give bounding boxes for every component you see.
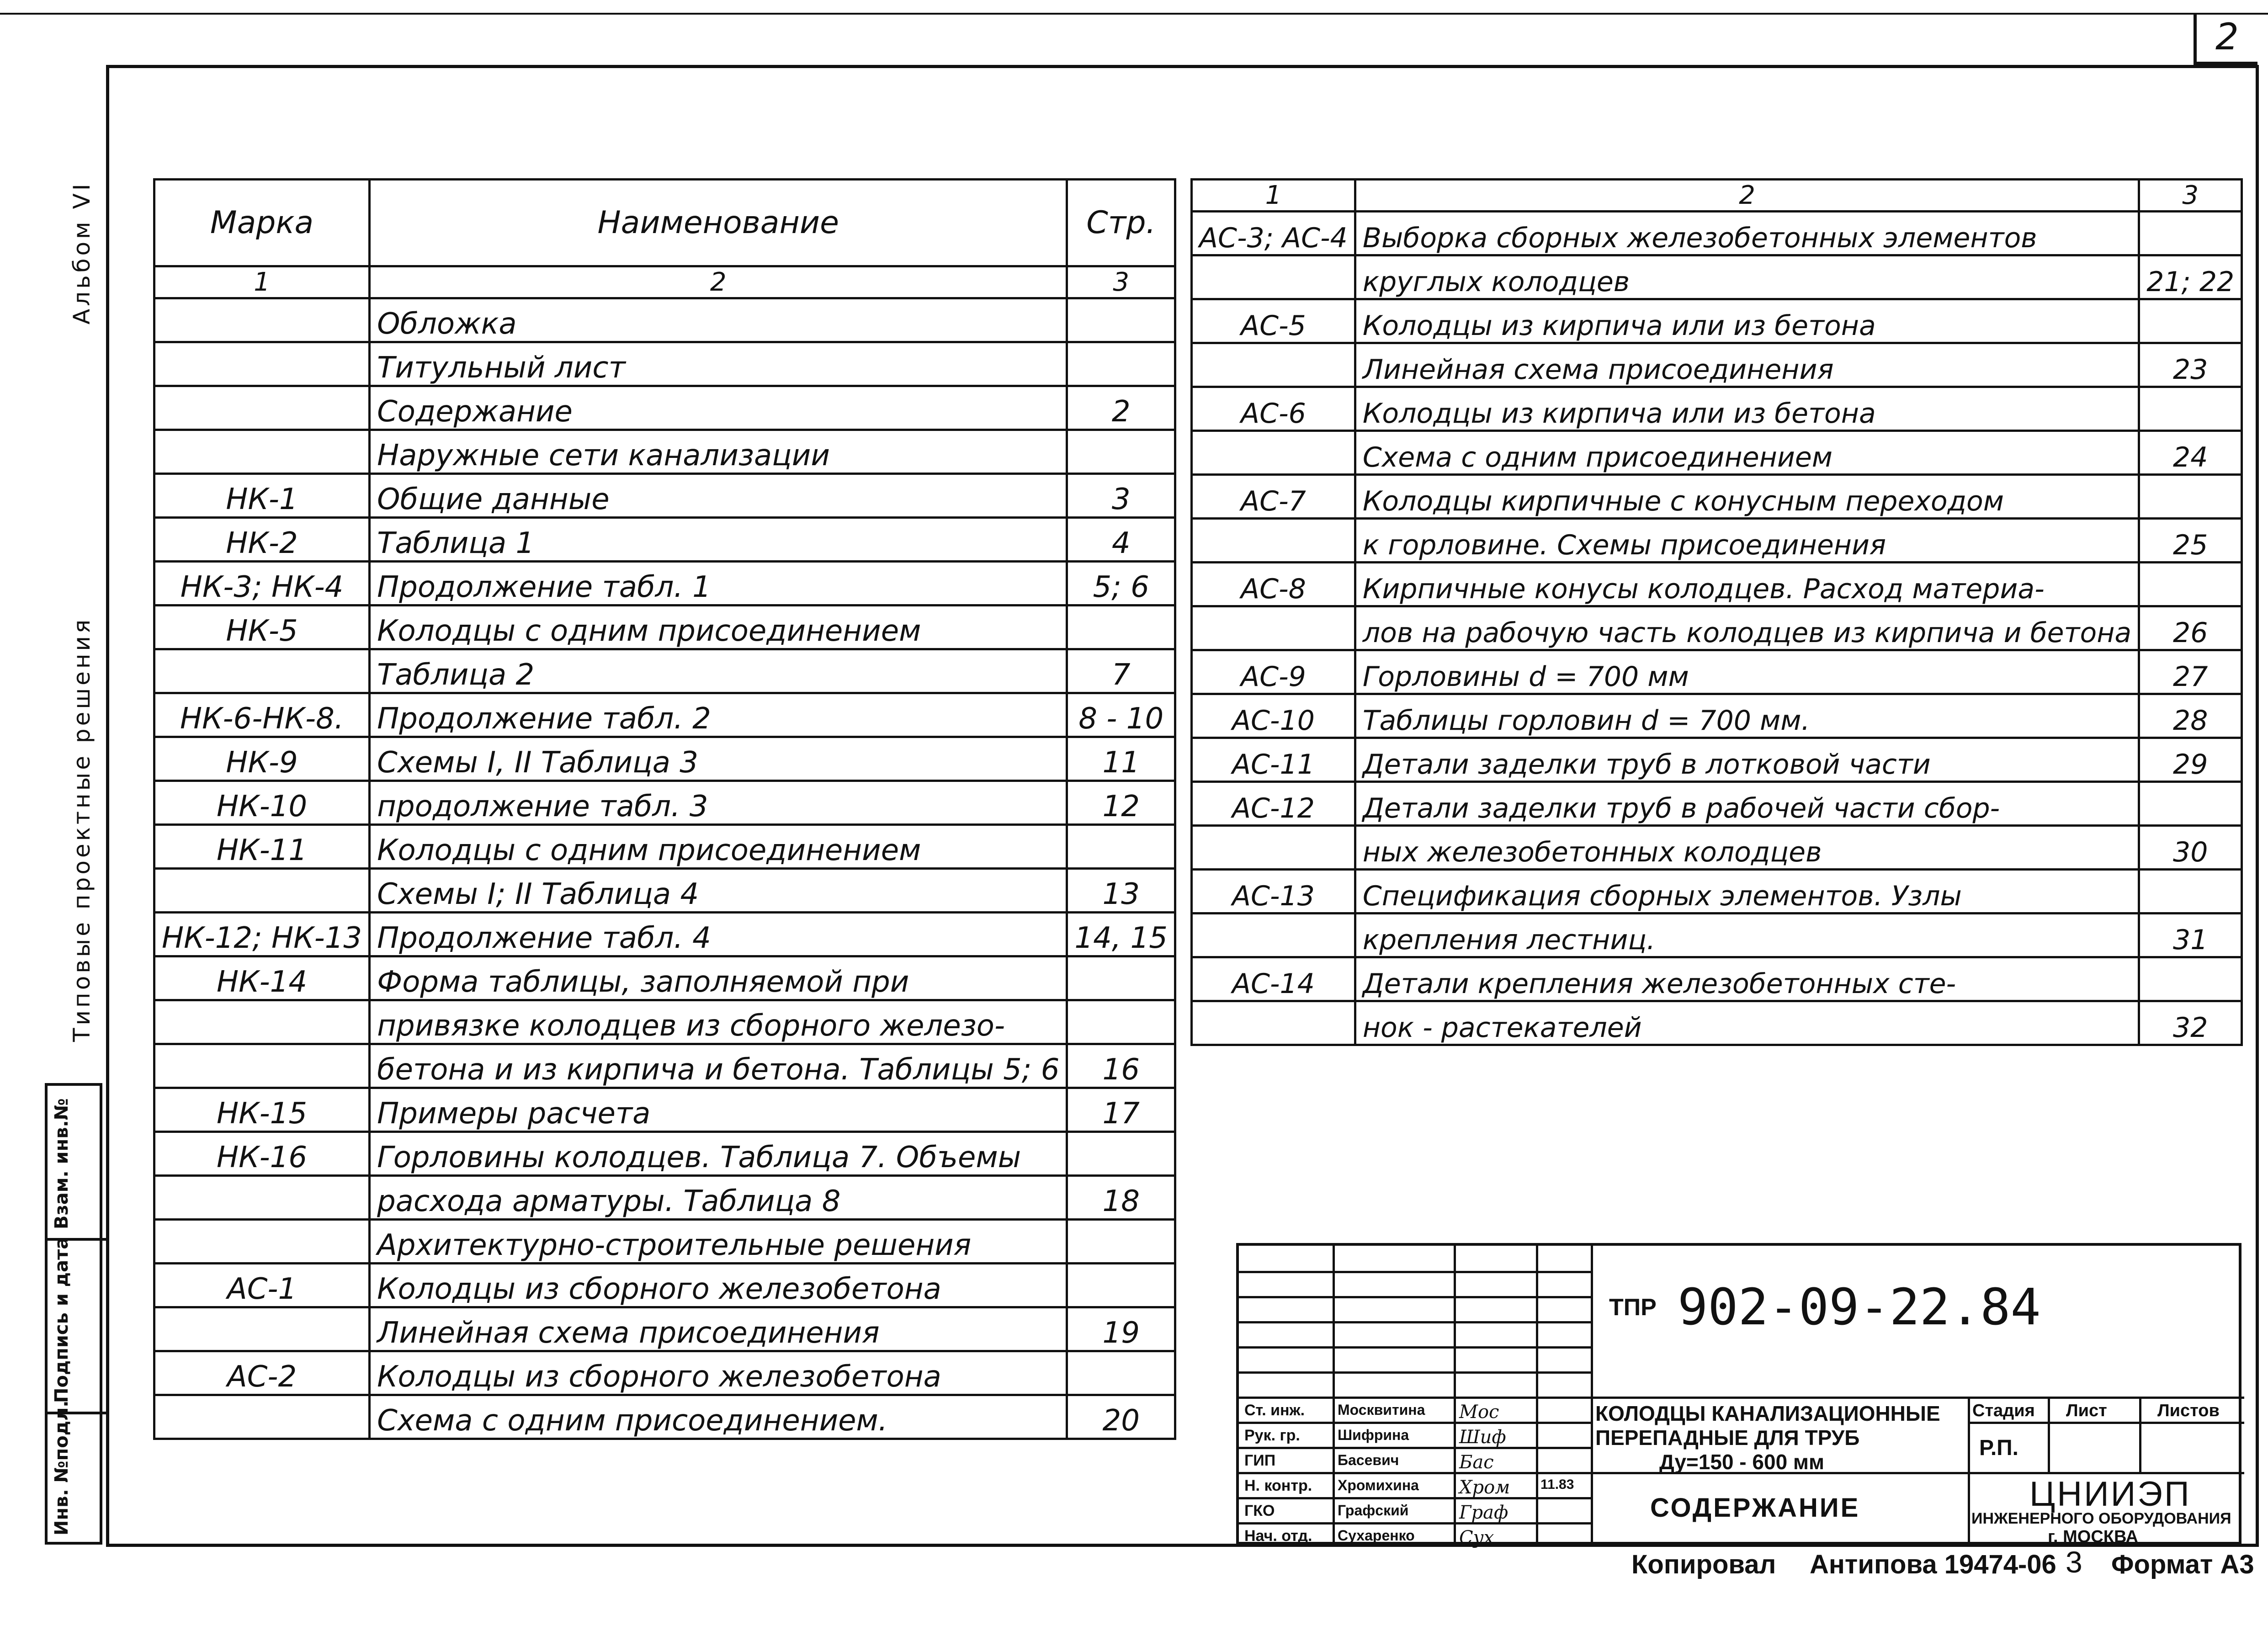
- table-row: [1192, 1001, 2242, 1045]
- copied-label: Копировал: [1631, 1550, 1776, 1579]
- row-mark: АС-3; АС-4: [1192, 212, 1355, 255]
- table-row: [154, 430, 1175, 474]
- row-name: Общие данные: [370, 474, 1067, 518]
- signer-role: Нач. отд.: [1244, 1527, 1312, 1545]
- row-name: Титульный лист: [370, 342, 1067, 386]
- signature-mark: Хром: [1459, 1477, 1510, 1498]
- table-row: [154, 1176, 1175, 1220]
- contents-table-left: [153, 178, 1176, 1440]
- row-name: Детали заделки труб в рабочей части сбор-: [1355, 782, 2139, 826]
- row-mark: [1192, 606, 1355, 650]
- series-label: Типовые проектные решения: [69, 616, 95, 1042]
- row-page: 3: [1067, 474, 1175, 518]
- row-name: Выборка сборных железобетонных элементов: [1355, 212, 2139, 255]
- row-page: 7: [1067, 649, 1175, 693]
- table-row: [154, 342, 1175, 386]
- row-name: Примеры расчета: [370, 1088, 1067, 1132]
- signer-name: Сухаренко: [1338, 1527, 1415, 1544]
- row-page: [1067, 956, 1175, 1000]
- row-name: Детали заделки труб в лотковой части: [1355, 738, 2139, 782]
- row-page: 27: [2139, 650, 2242, 694]
- title-line-1: КОЛОДЦЫ КАНАЛИЗАЦИОННЫЕ: [1595, 1402, 1940, 1425]
- row-name: Таблица 2: [370, 649, 1067, 693]
- row-name: бетона и из кирпича и бетона. Таблицы 5; 6: [370, 1044, 1067, 1088]
- signer-name: Басевич: [1338, 1452, 1399, 1468]
- album-label: Альбом VI: [69, 181, 95, 324]
- signature-mark: Шиф: [1459, 1427, 1506, 1448]
- table-row: [1192, 343, 2242, 387]
- table-row: [154, 869, 1175, 913]
- row-page: 13: [1067, 869, 1175, 913]
- row-page: 29: [2139, 738, 2242, 782]
- table-row: [154, 298, 1175, 342]
- row-page: 21; 22: [2139, 255, 2242, 299]
- row-page: [1067, 1132, 1175, 1176]
- signer-name: Москвитина: [1338, 1402, 1425, 1418]
- copied-by: Антипова 19474-06: [1810, 1550, 2056, 1579]
- contents-table-right: [1190, 178, 2243, 1046]
- sheet-label: Лист: [2066, 1401, 2107, 1420]
- table-row: [1192, 957, 2242, 1001]
- row-page: 17: [1067, 1088, 1175, 1132]
- sheet-title: СОДЕРЖАНИЕ: [1650, 1493, 1860, 1523]
- doc-code: 902-09-22.84: [1678, 1278, 2041, 1336]
- table-row: [154, 386, 1175, 430]
- table-row: [154, 1088, 1175, 1132]
- row-name: Архитектурно-строительные решения: [370, 1220, 1067, 1264]
- table-row: [1192, 738, 2242, 782]
- row-name: Линейная схема присоединения: [370, 1307, 1067, 1351]
- org-name: ЦНИИЭП: [2029, 1475, 2191, 1514]
- row-page: [1067, 430, 1175, 474]
- table-row: [154, 1220, 1175, 1264]
- row-page: 28: [2139, 694, 2242, 738]
- row-name: Схемы I; II Таблица 4: [370, 869, 1067, 913]
- row-mark: НК-14: [154, 956, 370, 1000]
- row-mark: [1192, 519, 1355, 563]
- table-row: [154, 1307, 1175, 1351]
- row-mark: АС-9: [1192, 650, 1355, 694]
- row-mark: [154, 869, 370, 913]
- stage-label: Стадия: [1972, 1401, 2035, 1420]
- table-row: [154, 693, 1175, 737]
- row-mark: НК-9: [154, 737, 370, 781]
- row-name: Форма таблицы, заполняемой при: [370, 956, 1067, 1000]
- row-name: круглых колодцев: [1355, 255, 2139, 299]
- row-page: 11: [1067, 737, 1175, 781]
- row-name: Колодцы с одним присоединением: [370, 825, 1067, 869]
- col-number: 2: [370, 266, 1067, 298]
- row-mark: [154, 649, 370, 693]
- table-row: [154, 1000, 1175, 1044]
- table-row: [154, 1132, 1175, 1176]
- row-page: [2139, 299, 2242, 343]
- table-row: [154, 956, 1175, 1000]
- row-page: 31: [2139, 914, 2242, 957]
- row-name: Содержание: [370, 386, 1067, 430]
- org-sub1: ИНЖЕНЕРНОГО ОБОРУДОВАНИЯ: [1971, 1510, 2231, 1527]
- stage-value: Р.П.: [1979, 1436, 2018, 1460]
- row-page: 32: [2139, 1001, 2242, 1045]
- row-mark: [154, 1307, 370, 1351]
- sheets-label: Листов: [2157, 1401, 2220, 1420]
- row-mark: [154, 1395, 370, 1439]
- table-row: [154, 913, 1175, 956]
- signer-name: Хромихина: [1338, 1477, 1419, 1493]
- row-page: 16: [1067, 1044, 1175, 1088]
- row-page: 26: [2139, 606, 2242, 650]
- table-row: [154, 474, 1175, 518]
- signer-name: Графский: [1338, 1502, 1409, 1519]
- row-name: Горловины колодцев. Таблица 7. Объемы: [370, 1132, 1067, 1176]
- header-name: Наименование: [370, 180, 1067, 266]
- table-row: [1192, 475, 2242, 519]
- stamp-inv-orig: Инв. №подл.: [51, 1400, 72, 1535]
- row-page: 20: [1067, 1395, 1175, 1439]
- table-row: [1192, 431, 2242, 475]
- table-row: [1192, 914, 2242, 957]
- signature-mark: Граф: [1459, 1502, 1508, 1523]
- table-row: [1192, 255, 2242, 299]
- signer-role: Н. контр.: [1244, 1477, 1312, 1494]
- row-name: Таблица 1: [370, 518, 1067, 562]
- signer-role: Рук. гр.: [1244, 1427, 1300, 1444]
- row-mark: АС-7: [1192, 475, 1355, 519]
- top-border-line: [0, 13, 2268, 15]
- table-row: [1192, 870, 2242, 914]
- row-name: Схемы I, II Таблица 3: [370, 737, 1067, 781]
- row-name: Продолжение табл. 2: [370, 693, 1067, 737]
- row-mark: АС-11: [1192, 738, 1355, 782]
- row-mark: НК-16: [154, 1132, 370, 1176]
- row-mark: АС-14: [1192, 957, 1355, 1001]
- row-name: Спецификация сборных элементов. Узлы: [1355, 870, 2139, 914]
- row-mark: НК-6-НК-8.: [154, 693, 370, 737]
- row-page: [2139, 870, 2242, 914]
- row-page: [2139, 387, 2242, 431]
- row-mark: АС-2: [154, 1351, 370, 1395]
- title-line-3: Ду=150 - 600 мм: [1659, 1450, 1824, 1474]
- row-mark: [154, 1044, 370, 1088]
- row-mark: НК-5: [154, 606, 370, 649]
- row-mark: [1192, 343, 1355, 387]
- header-page: Стр.: [1067, 180, 1175, 266]
- row-mark: НК-10: [154, 781, 370, 825]
- row-page: [2139, 563, 2242, 606]
- row-name: ных железобетонных колодцев: [1355, 826, 2139, 870]
- row-name: Колодцы из кирпича или из бетона: [1355, 299, 2139, 343]
- row-name: расхода арматуры. Таблица 8: [370, 1176, 1067, 1220]
- row-page: 14, 15: [1067, 913, 1175, 956]
- row-mark: [154, 1000, 370, 1044]
- row-name: Колодцы из кирпича или из бетона: [1355, 387, 2139, 431]
- row-mark: [154, 430, 370, 474]
- row-page: 30: [2139, 826, 2242, 870]
- row-name: к горловине. Схемы присоединения: [1355, 519, 2139, 563]
- row-mark: НК-12; НК-13: [154, 913, 370, 956]
- row-page: 23: [2139, 343, 2242, 387]
- table-row: [154, 825, 1175, 869]
- row-mark: [154, 1176, 370, 1220]
- header-mark: Марка: [154, 180, 370, 266]
- row-page: [1067, 1000, 1175, 1044]
- row-mark: [1192, 914, 1355, 957]
- col-number: 1: [1192, 180, 1355, 212]
- table-row: [154, 649, 1175, 693]
- row-name: Колодцы кирпичные с конусным переходом: [1355, 475, 2139, 519]
- row-name: лов на рабочую часть колодцев из кирпича и бетона: [1355, 606, 2139, 650]
- table-row: [154, 1264, 1175, 1307]
- row-name: Наружные сети канализации: [370, 430, 1067, 474]
- row-name: Обложка: [370, 298, 1067, 342]
- table-row: [1192, 826, 2242, 870]
- row-page: [2139, 212, 2242, 255]
- row-page: 25: [2139, 519, 2242, 563]
- row-mark: [154, 342, 370, 386]
- row-mark: [154, 298, 370, 342]
- row-mark: НК-15: [154, 1088, 370, 1132]
- row-page: 4: [1067, 518, 1175, 562]
- row-page: [2139, 782, 2242, 826]
- row-name: Продолжение табл. 4: [370, 913, 1067, 956]
- signer-role: ГИП: [1244, 1452, 1276, 1469]
- row-name: Кирпичные конусы колодцев. Расход материа-: [1355, 563, 2139, 606]
- table-row: [154, 606, 1175, 649]
- row-page: [1067, 1220, 1175, 1264]
- table-row: [1192, 212, 2242, 255]
- row-page: [1067, 1351, 1175, 1395]
- signer-role: Ст. инж.: [1244, 1402, 1305, 1419]
- row-page: [1067, 606, 1175, 649]
- table-row: [1192, 387, 2242, 431]
- row-mark: НК-3; НК-4: [154, 562, 370, 606]
- sheet-number: 2: [2194, 13, 2257, 65]
- row-page: 12: [1067, 781, 1175, 825]
- row-name: привязке колодцев из сборного железо-: [370, 1000, 1067, 1044]
- row-mark: [154, 1220, 370, 1264]
- row-mark: [1192, 255, 1355, 299]
- row-mark: НК-1: [154, 474, 370, 518]
- row-page: 18: [1067, 1176, 1175, 1220]
- row-page: [2139, 957, 2242, 1001]
- signature-mark: Сух: [1459, 1527, 1494, 1548]
- stamp-sign-date: Подпись и дата: [51, 1237, 72, 1403]
- row-page: [1067, 1264, 1175, 1307]
- row-page: [1067, 825, 1175, 869]
- row-name: Детали крепления железобетонных сте-: [1355, 957, 2139, 1001]
- table-row: [1192, 299, 2242, 343]
- row-name: Горловины d = 700 мм: [1355, 650, 2139, 694]
- row-page: [2139, 475, 2242, 519]
- table-row: [154, 1351, 1175, 1395]
- row-name: Схема с одним присоединением.: [370, 1395, 1067, 1439]
- row-name: Колодцы с одним присоединением: [370, 606, 1067, 649]
- row-page: 2: [1067, 386, 1175, 430]
- title-block: [1236, 1243, 2241, 1548]
- row-name: продолжение табл. 3: [370, 781, 1067, 825]
- row-mark: [1192, 1001, 1355, 1045]
- row-mark: [154, 386, 370, 430]
- title-line-2: ПЕРЕПАДНЫЕ ДЛЯ ТРУБ: [1595, 1426, 1860, 1450]
- table-row: [1192, 606, 2242, 650]
- col-number: 3: [2139, 180, 2242, 212]
- row-mark: НК-11: [154, 825, 370, 869]
- table-row: [154, 1044, 1175, 1088]
- col-number: 3: [1067, 266, 1175, 298]
- row-mark: АС-10: [1192, 694, 1355, 738]
- table-row: [1192, 650, 2242, 694]
- row-name: нок - растекателей: [1355, 1001, 2139, 1045]
- row-mark: АС-13: [1192, 870, 1355, 914]
- row-name: Линейная схема присоединения: [1355, 343, 2139, 387]
- row-page: 24: [2139, 431, 2242, 475]
- row-page: [1067, 342, 1175, 386]
- row-page: 8 - 10: [1067, 693, 1175, 737]
- row-mark: [1192, 431, 1355, 475]
- row-mark: АС-12: [1192, 782, 1355, 826]
- signer-name: Шифрина: [1338, 1427, 1409, 1443]
- row-page: 19: [1067, 1307, 1175, 1351]
- row-mark: НК-2: [154, 518, 370, 562]
- org-sub2: г. МОСКВА: [2048, 1527, 2138, 1546]
- table-row: [154, 518, 1175, 562]
- row-page: 5; 6: [1067, 562, 1175, 606]
- row-name: Продолжение табл. 1: [370, 562, 1067, 606]
- table-row: [154, 781, 1175, 825]
- paper-format: Формат А3: [2111, 1550, 2254, 1579]
- row-page: [1067, 298, 1175, 342]
- row-name: Схема с одним присоединением: [1355, 431, 2139, 475]
- col-number: 2: [1355, 180, 2139, 212]
- row-name: крепления лестниц.: [1355, 914, 2139, 957]
- table-row: [154, 737, 1175, 781]
- row-name: Колодцы из сборного железобетона: [370, 1264, 1067, 1307]
- signer-role: ГКО: [1244, 1502, 1275, 1519]
- table-row: [154, 1395, 1175, 1439]
- row-mark: [1192, 826, 1355, 870]
- row-mark: АС-6: [1192, 387, 1355, 431]
- table-row: [154, 562, 1175, 606]
- row-name: Таблицы горловин d = 700 мм.: [1355, 694, 2139, 738]
- table-row: [1192, 782, 2242, 826]
- table-row: [1192, 694, 2242, 738]
- row-mark: АС-8: [1192, 563, 1355, 606]
- doc-code-prefix: ТПР: [1609, 1294, 1657, 1321]
- sign-date: 11.83: [1540, 1477, 1574, 1492]
- signature-mark: Мос: [1459, 1402, 1499, 1423]
- row-mark: АС-1: [154, 1264, 370, 1307]
- footer-page: 3: [2066, 1545, 2082, 1579]
- row-mark: АС-5: [1192, 299, 1355, 343]
- signature-mark: Бас: [1459, 1452, 1494, 1473]
- row-name: Колодцы из сборного железобетона: [370, 1351, 1067, 1395]
- stamp-replace-inv: Взам. инв.№: [51, 1098, 72, 1229]
- col-number: 1: [154, 266, 370, 298]
- table-row: [1192, 563, 2242, 606]
- table-row: [1192, 519, 2242, 563]
